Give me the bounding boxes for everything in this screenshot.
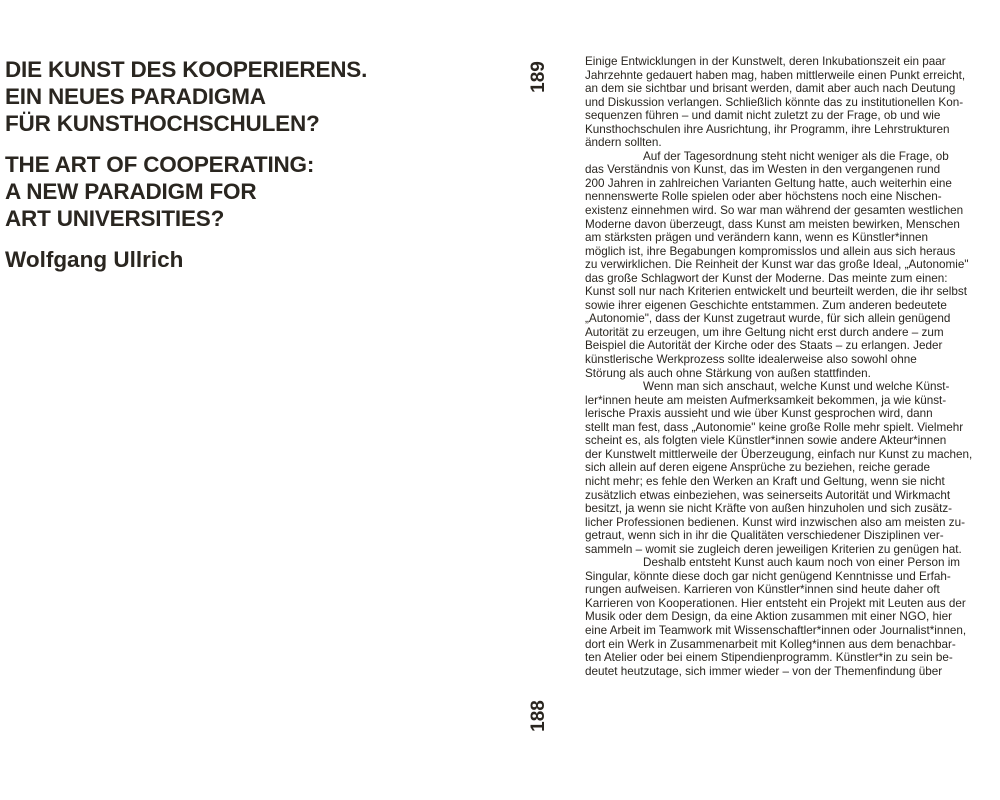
body-line: deutet heutzutage, sich immer wieder – von der Themenfindung über [585, 664, 943, 678]
body-line: an dem sie sichtbar und brisant werden, damit aber auch nach Deutung [585, 82, 956, 96]
page-number-left: 188 [528, 700, 549, 732]
english-title-line: A NEW PARADIGM FOR [5, 179, 257, 204]
body-line: Jahrzehnte gedauert haben mag, haben mittlerweile einen Punkt erreicht, [585, 68, 966, 82]
english-title [5, 151, 475, 232]
body-line: sich allein auf deren eigene Ansprüche zu beziehen, reiche gerade [585, 461, 931, 475]
english-title-line: ART UNIVERSITIES? [5, 206, 225, 231]
body-line: existenz einnehmen wird. So war man während der gesamten westlichen [585, 204, 964, 218]
title-block [5, 56, 475, 273]
body-line: Störung als auch ohne Stärkung von außen stattfinden. [585, 366, 871, 380]
body-line: 200 Jahren in zahlreichen Varianten Geltung hatte, auch weiterhin eine [585, 176, 952, 190]
body-line: dort ein Werk in Zusammenarbeit mit Kolleg*innen aus dem benachbar- [585, 637, 956, 651]
body-line: Kunst soll nur nach Kriterien entwickelt und beurteilt werden, die ihr selbst [585, 285, 967, 299]
body-text [585, 55, 998, 678]
body-line: und Diskussion verlangen. Schließlich könnte das zu institutionellen Kon- [585, 95, 964, 109]
body-line: künstlerische Werkprozess sollte idealerweise also sowohl ohne [585, 353, 917, 367]
body-line: das Verständnis von Kunst, das im Westen in den vergangenen rund [585, 163, 941, 177]
author-name: Wolfgang Ullrich [5, 247, 184, 272]
german-title-line: EIN NEUES PARADIGMA [5, 84, 266, 109]
body-line: ten Atelier oder bei einem Stipendienprogramm. Künstler*in zu sein be- [585, 651, 953, 665]
body-line: ler*innen heute am meisten Aufmerksamkeit bekommen, ja wie künst- [585, 393, 947, 407]
body-line: zusätzlich etwas einbeziehen, was seinerseits Autorität und Wirkmacht [585, 488, 951, 502]
body-line: Autorität zu erzeugen, um ihre Geltung nicht erst durch andere – zum [585, 325, 944, 339]
body-line: getraut, wenn sich in ihr die Qualitäten verschiedener Disziplinen ver- [585, 529, 944, 543]
body-line: möglich ist, ihre Begabungen kompromisslos und allein aus sich heraus [585, 244, 956, 258]
body-line: licher Professionen bedienen. Kunst wird inzwischen also am meisten zu- [585, 515, 966, 529]
body-line: Einige Entwicklungen in der Kunstwelt, deren Inkubationszeit ein paar [585, 55, 946, 68]
body-line: der Kunstwelt mittlerweile der Überzeugung, einfach nur Kunst zu machen, [585, 447, 973, 461]
body-line: Musik oder dem Design, da eine Aktion zusammen mit einer NGO, hier [585, 610, 953, 624]
body-line: eine Arbeit im Teamwork mit Wissenschaftler*innen oder Journalist*innen, [585, 623, 967, 637]
page-number-right: 189 [528, 61, 549, 93]
body-line: Deshalb entsteht Kunst auch kaum noch von einer Person im [643, 556, 961, 570]
german-title-line: DIE KUNST DES KOOPERIERENS. [5, 57, 368, 82]
body-line: Auf der Tagesordnung steht nicht weniger als die Frage, ob [643, 149, 949, 163]
body-line: sequenzen führen – und damit nicht zuletzt zu der Frage, ob und wie [585, 109, 941, 123]
body-line: am stärksten prägen und verändern kann, wenn es Künstler*innen [585, 231, 929, 245]
body-line: Kunsthochschulen ihre Ausrichtung, ihr Programm, ihre Lehrstrukturen [585, 122, 950, 136]
body-line: sammeln – womit sie zugleich deren jeweiligen Kriterien zu genügen hat. [585, 542, 962, 556]
body-line: nennenswerte Rolle spielen oder aber höchstens noch eine Nischen- [585, 190, 942, 204]
body-line: das große Schlagwort der Kunst der Moderne. Das meinte zum einen: [585, 271, 948, 285]
body-line: Karrieren von Kooperationen. Hier entsteht ein Projekt mit Leuten aus der [585, 596, 966, 610]
body-line: Wenn man sich anschaut, welche Kunst und welche Künst- [643, 380, 950, 394]
body-line: ändern sollten. [585, 136, 662, 150]
body-line: nicht mehr; es fehle den Werken an Kraft und Geltung, wenn sie nicht [585, 474, 945, 488]
body-line: Beispiel die Autorität der Kirche oder des Staats – zu erlangen. Jeder [585, 339, 943, 353]
body-line: Singular, könnte diese doch gar nicht genügend Kenntnisse und Erfah- [585, 569, 951, 583]
body-line: rungen aufweisen. Karrieren von Künstler*innen sind heute daher oft [585, 583, 940, 597]
german-title-line: FÜR KUNSTHOCHSCHULEN? [5, 111, 320, 136]
body-line: besitzt, ja wenn sie nicht Kräfte von außen hinzuholen und sich zusätz- [585, 502, 953, 516]
english-title-line: THE ART OF COOPERATING: [5, 152, 315, 177]
body-line: scheint es, als folgten viele Künstler*innen sowie andere Akteur*innen [585, 434, 947, 448]
body-line: stellt man fest, dass „Autonomie" keine große Rolle mehr spielt. Vielmehr [585, 420, 964, 434]
body-line: lerische Praxis aussieht und wie über Kunst gesprochen wird, dann [585, 407, 933, 421]
body-line: sowie ihrer eigenen Geschichte entstammen. Zum anderen bedeutete [585, 298, 947, 312]
body-line: „Autonomie", dass der Kunst zugetraut wurde, für sich allein genügend [585, 312, 951, 326]
german-title [5, 56, 475, 137]
body-line: Moderne davon überzeugt, dass Kunst am meisten bewirken, Menschen [585, 217, 960, 231]
body-line: zu verwirklichen. Die Reinheit der Kunst war das große Ideal, „Autonomie" [585, 258, 969, 272]
